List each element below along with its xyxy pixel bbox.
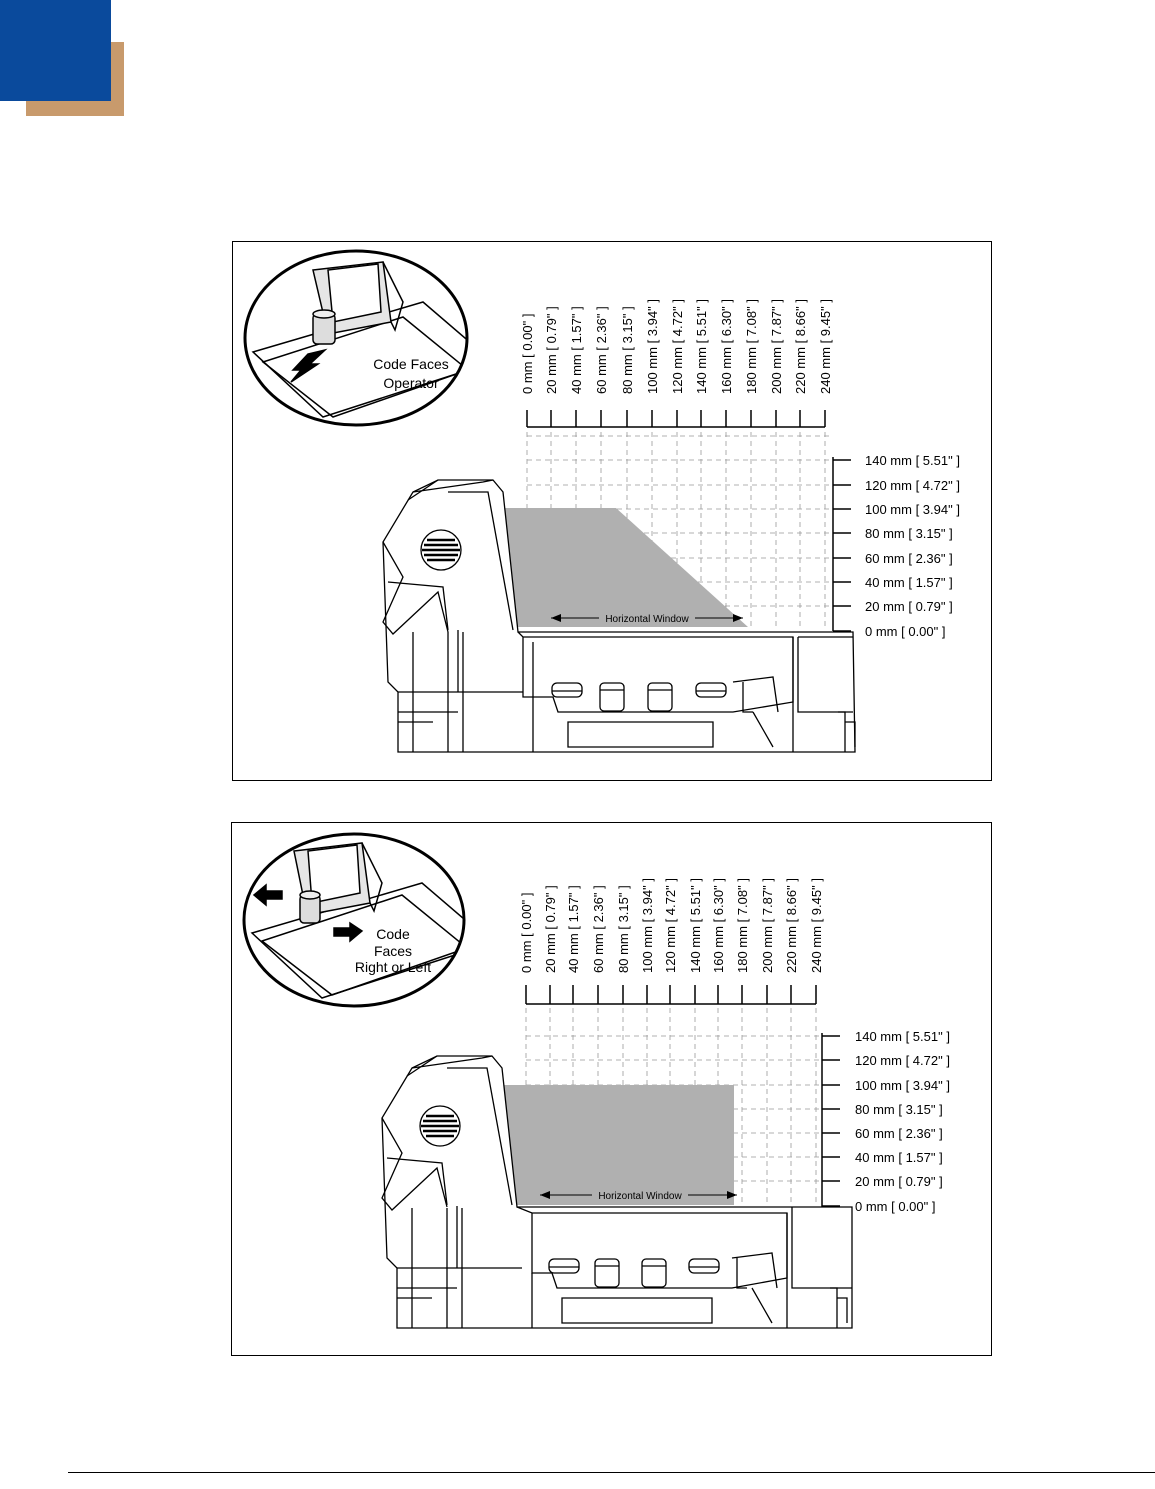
corner-tab-blue xyxy=(0,0,111,101)
horizontal-window-label: Horizontal Window xyxy=(598,1191,682,1202)
y-tick-label: 60 mm [ 2.36" ] xyxy=(865,551,953,566)
y-tick-label: 60 mm [ 2.36" ] xyxy=(855,1126,943,1141)
x-tick-label: 40 mm [ 1.57" ] xyxy=(569,306,584,394)
y-tick-label: 40 mm [ 1.57" ] xyxy=(865,575,953,590)
inset-label-line-3: Right or Left xyxy=(354,959,432,975)
y-tick-label: 80 mm [ 3.15" ] xyxy=(865,526,953,541)
x-tick-label: 100 mm [ 3.94" ] xyxy=(645,299,660,394)
x-tick-label: 80 mm [ 3.15" ] xyxy=(616,885,631,973)
x-tick-label: 60 mm [ 2.36" ] xyxy=(591,885,606,973)
inset-label-line-2: Operator xyxy=(383,375,439,391)
x-tick-label: 240 mm [ 9.45" ] xyxy=(809,878,824,973)
y-tick-label: 120 mm [ 4.72" ] xyxy=(855,1053,950,1068)
y-tick-labels xyxy=(865,453,960,639)
x-tick-label: 0 mm [ 0.00" ] xyxy=(519,892,534,973)
y-tick-label: 100 mm [ 3.94" ] xyxy=(865,502,960,517)
x-axis xyxy=(527,410,825,427)
x-tick-labels xyxy=(520,299,833,394)
y-tick-label: 0 mm [ 0.00" ] xyxy=(855,1199,936,1214)
x-tick-label: 20 mm [ 0.79" ] xyxy=(544,306,559,394)
figure-operator-panel xyxy=(232,241,992,781)
x-tick-label: 40 mm [ 1.57" ] xyxy=(566,885,581,973)
inset-label-line-1: Code Faces xyxy=(373,356,449,372)
x-tick-label: 180 mm [ 7.08" ] xyxy=(735,878,750,973)
x-tick-label: 60 mm [ 2.36" ] xyxy=(594,306,609,394)
figure-right-left-panel xyxy=(231,822,992,1356)
y-tick-label: 20 mm [ 0.79" ] xyxy=(865,599,953,614)
footer-rule xyxy=(68,1472,1155,1473)
y-tick-label: 120 mm [ 4.72" ] xyxy=(865,478,960,493)
x-tick-label: 160 mm [ 6.30" ] xyxy=(719,299,734,394)
inset-label-line-2: Faces xyxy=(373,943,413,959)
x-axis xyxy=(526,985,816,1004)
scan-zone-shape xyxy=(503,508,748,627)
y-axis xyxy=(833,457,851,631)
x-tick-label: 20 mm [ 0.79" ] xyxy=(543,885,558,973)
y-tick-label: 140 mm [ 5.51" ] xyxy=(865,453,960,468)
x-tick-labels xyxy=(519,878,824,973)
y-tick-label: 0 mm [ 0.00" ] xyxy=(865,624,946,639)
y-tick-label: 140 mm [ 5.51" ] xyxy=(855,1029,950,1044)
inset-operator xyxy=(245,251,493,442)
x-tick-label: 200 mm [ 7.87" ] xyxy=(769,299,784,394)
x-tick-label: 180 mm [ 7.08" ] xyxy=(744,299,759,394)
y-tick-labels xyxy=(855,1029,950,1214)
y-axis xyxy=(822,1033,840,1207)
x-tick-label: 80 mm [ 3.15" ] xyxy=(620,306,635,394)
horizontal-window-label: Horizontal Window xyxy=(605,614,689,625)
x-tick-label: 100 mm [ 3.94" ] xyxy=(640,878,655,973)
x-tick-label: 160 mm [ 6.30" ] xyxy=(711,878,726,973)
inset-label-line-1: Code xyxy=(376,926,410,942)
y-tick-label: 40 mm [ 1.57" ] xyxy=(855,1150,943,1165)
x-tick-label: 120 mm [ 4.72" ] xyxy=(670,299,685,394)
inset-right-left xyxy=(244,834,492,1023)
x-tick-label: 0 mm [ 0.00" ] xyxy=(520,313,535,394)
y-tick-label: 80 mm [ 3.15" ] xyxy=(855,1102,943,1117)
x-tick-label: 120 mm [ 4.72" ] xyxy=(663,878,678,973)
x-tick-label: 220 mm [ 8.66" ] xyxy=(793,299,808,394)
x-tick-label: 140 mm [ 5.51" ] xyxy=(688,878,703,973)
figure-operator-svg xyxy=(233,242,991,780)
y-tick-label: 100 mm [ 3.94" ] xyxy=(855,1078,950,1093)
figure-right-left-svg xyxy=(232,823,991,1355)
x-tick-label: 140 mm [ 5.51" ] xyxy=(694,299,709,394)
x-tick-label: 240 mm [ 9.45" ] xyxy=(818,299,833,394)
x-tick-label: 200 mm [ 7.87" ] xyxy=(760,878,775,973)
x-tick-label: 220 mm [ 8.66" ] xyxy=(784,878,799,973)
y-tick-label: 20 mm [ 0.79" ] xyxy=(855,1174,943,1189)
scan-zone-shape xyxy=(502,1085,734,1205)
